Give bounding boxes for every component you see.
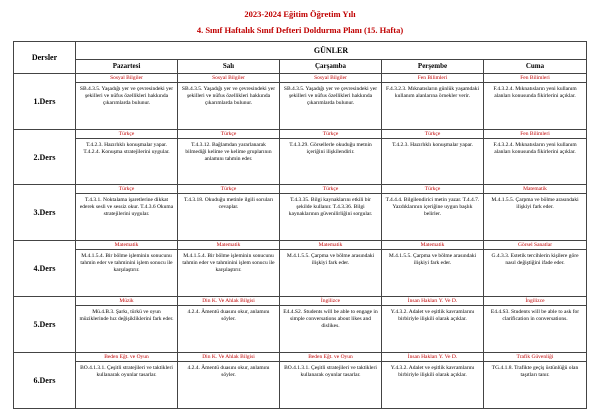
table-row: [14, 297, 587, 353]
learning-outcome: T.4.4.4. Bilgilendirici metin yazar. T.4.4.7. Yazdıklarının içeriğine uygun başlık belirler.: [385, 197, 480, 218]
subject-name: İnsan Hakları Y. Ve D.: [382, 297, 483, 306]
subject-name: Türkçe: [76, 130, 177, 139]
plan-cell-thursday: [382, 73, 484, 129]
learning-outcome: TG.4.1.8. Trafikte geçiş üstünlüğü olan taşıtları tanır.: [491, 365, 579, 379]
subject-name: İngilizce: [484, 297, 586, 306]
subject-name: Din K. Ve Ahlak Bilgisi: [178, 297, 279, 306]
plan-cell-wednesday: [280, 129, 382, 185]
learning-outcome: BO.4.1.3.1. Çeşitli stratejileri ve taktikleri kullanarak oyunlar tasarlar.: [284, 365, 377, 379]
subject-name: Din K. Ve Ahlak Bilgisi: [178, 353, 279, 362]
subject-name: İngilizce: [280, 297, 381, 306]
plan-cell-tuesday: [178, 129, 280, 185]
lesson-number: 2.Ders: [14, 129, 76, 185]
learning-outcome: BO.4.1.3.1. Çeşitli stratejileri ve taktikleri kullanarak oyunlar tasarlar.: [80, 365, 173, 379]
learning-outcome: T.4.3.18. Okuduğu metinle ilgili soruları cevaplar.: [183, 197, 274, 211]
table-row: [14, 73, 587, 129]
plan-cell-friday: [484, 185, 587, 241]
learning-outcome: M.4.1.5.5. Çarpma ve bölme arasındaki ilişkiyi fark eder.: [286, 253, 375, 267]
subject-name: Müzik: [76, 297, 177, 306]
learning-outcome: M.4.1.5.4. Bir bölme işleminin sonucunu tahmin eder ve tahminini işlem sonucu ile karşılaştırır.: [80, 253, 173, 274]
plan-cell-monday: [76, 185, 178, 241]
learning-outcome: E4.4.S3. Students will be able to ask for clarification in conversations.: [490, 309, 580, 323]
learning-outcome: SB.4.3.5. Yaşadığı yer ve çevresindeki yer şekilleri ve nüfus özellikleri hakkında çıkarımlarda bulunur.: [283, 85, 378, 106]
subject-name: Beden Eğt. ve Oyun: [280, 353, 381, 362]
lesson-number: 5.Ders: [14, 297, 76, 353]
learning-outcome: F.4.3.2.3. Mıknatısların günlük yaşamdaki kullanım alanlarına örnekler verir.: [385, 85, 480, 99]
plan-cell-wednesday: [280, 297, 382, 353]
learning-outcome: T.4.2.3. Hazırlıklı konuşmalar yapar. T.4.2.4. Konuşma stratejilerini uygular.: [83, 141, 170, 155]
learning-outcome: F.4.3.2.4. Mıknatısların yeni kullanım alanları konusunda fikirlerini açıklar.: [493, 85, 577, 99]
learning-outcome: Mü.4.B.3. Şarkı, türkü ve oyun müziklerinde hız değişikliklerini fark eder.: [79, 309, 174, 323]
days-header: GÜNLER: [76, 42, 587, 60]
plan-cell-tuesday: [178, 185, 280, 241]
learning-outcome: 4.2.4. Âmentü duasını okur, anlamını söyler.: [187, 365, 270, 379]
day-friday: Cuma: [484, 59, 587, 73]
plan-cell-monday: [76, 241, 178, 297]
subject-name: Fen Bilimleri: [484, 130, 586, 139]
subject-name: Fen Bilimleri: [484, 74, 586, 83]
plan-cell-friday: [484, 297, 587, 353]
learning-outcome: Y.4.3.2. Adalet ve eşitlik kavramlarını birbiriyle ilişkili olarak açıklar.: [390, 309, 475, 323]
table-row: [14, 185, 587, 241]
day-thursday: Perşembe: [382, 59, 484, 73]
learning-outcome: M.4.1.5.4. Bir bölme işleminin sonucunu tahmin eder ve tahminini işlem sonucu ile karşılaştırır.: [182, 253, 275, 274]
subject-name: İnsan Hakları Y. Ve D.: [382, 353, 483, 362]
weekly-plan-table: [13, 41, 587, 409]
learning-outcome: T.4.3.29. Görsellerle okuduğu metnin içeriğini ilişkilendirir.: [289, 141, 372, 155]
subject-name: Sosyal Bilgiler: [178, 74, 279, 83]
plan-cell-thursday: [382, 353, 484, 409]
learning-outcome: G.4.3.3. Estetik tercihlerin kişilere göre nasıl değiştiğini ifade eder.: [491, 253, 579, 267]
plan-cell-tuesday: [178, 297, 280, 353]
plan-cell-wednesday: [280, 73, 382, 129]
plan-cell-tuesday: [178, 241, 280, 297]
subject-name: Türkçe: [382, 185, 483, 194]
day-monday: Pazartesi: [76, 59, 178, 73]
subject-name: Türkçe: [280, 130, 381, 139]
subject-name: Türkçe: [76, 185, 177, 194]
learning-outcome: F.4.3.2.4. Mıknatısların yeni kullanım alanları konusunda fikirlerini açıklar.: [493, 141, 577, 155]
document-title-plan: 4. Sınıf Haftalık Sınıf Defteri Doldurma Planı (15. Hafta): [196, 25, 404, 35]
plan-cell-monday: [76, 353, 178, 409]
plan-cell-friday: [484, 353, 587, 409]
learning-outcome: 4.2.4. Âmentü duasını okur, anlamını söyler.: [187, 309, 270, 323]
subject-name: Beden Eğt. ve Oyun: [76, 353, 177, 362]
plan-cell-wednesday: [280, 353, 382, 409]
subject-name: Trafik Güvenliği: [484, 353, 586, 362]
table-row: [14, 129, 587, 185]
subject-name: Sosyal Bilgiler: [76, 74, 177, 83]
lesson-number: 3.Ders: [14, 185, 76, 241]
subject-name: Türkçe: [178, 185, 279, 194]
subject-name: Türkçe: [382, 130, 483, 139]
learning-outcome: SB.4.3.5. Yaşadığı yer ve çevresindeki yer şekilleri ve nüfus özellikleri hakkında çıkarımlarda bulunur.: [181, 85, 276, 106]
table-row: [14, 353, 587, 409]
learning-outcome: T.4.3.12. Bağlamdan yararlanarak bilmediği kelime ve kelime gruplarının anlamını tahmin eder.: [185, 141, 272, 162]
subject-name: Matematik: [484, 185, 586, 194]
lessons-header: Dersler: [14, 42, 76, 74]
day-wednesday: Çarşamba: [280, 59, 382, 73]
learning-outcome: SB.4.3.5. Yaşadığı yer ve çevresindeki yer şekilleri ve nüfus özellikleri hakkında çıkarımlarda bulunur.: [79, 85, 174, 106]
plan-cell-thursday: [382, 241, 484, 297]
learning-outcome: Y.4.3.2. Adalet ve eşitlik kavramlarını birbiriyle ilişkili olarak açıklar.: [390, 365, 475, 379]
plan-cell-thursday: [382, 185, 484, 241]
subject-name: Görsel Sanatlar: [484, 241, 586, 250]
document-title-year: 2023-2024 Eğitim Öğretim Yılı: [244, 9, 356, 19]
subject-name: Matematik: [280, 241, 381, 250]
plan-cell-friday: [484, 129, 587, 185]
day-tuesday: Salı: [178, 59, 280, 73]
learning-outcome: M.4.1.5.5. Çarpma ve bölme arasındaki ilişkiyi fark eder.: [388, 253, 477, 267]
plan-cell-monday: [76, 129, 178, 185]
plan-cell-friday: [484, 73, 587, 129]
lesson-number: 4.Ders: [14, 241, 76, 297]
subject-name: Türkçe: [280, 185, 381, 194]
plan-cell-friday: [484, 241, 587, 297]
plan-cell-wednesday: [280, 185, 382, 241]
learning-outcome: T.4.3.35. Bilgi kaynaklarını etkili bir şekilde kullanır. T.4.3.36. Bilgi kaynaklarının güvenilirliğini sorgular.: [288, 197, 373, 218]
plan-cell-monday: [76, 73, 178, 129]
day-names-row: [14, 59, 587, 73]
plan-cell-thursday: [382, 297, 484, 353]
subject-name: Fen Bilimleri: [382, 74, 483, 83]
plan-cell-wednesday: [280, 241, 382, 297]
table-row: [14, 241, 587, 297]
learning-outcome: M.4.1.5.5. Çarpma ve bölme arasındaki ilişkiyi fark eder.: [491, 197, 579, 211]
lesson-number: 1.Ders: [14, 73, 76, 129]
learning-outcome: T.4.2.3. Hazırlıklı konuşmalar yapar.: [392, 141, 473, 148]
subject-name: Sosyal Bilgiler: [280, 74, 381, 83]
plan-cell-tuesday: [178, 353, 280, 409]
plan-cell-thursday: [382, 129, 484, 185]
plan-cell-monday: [76, 297, 178, 353]
lesson-number: 6.Ders: [14, 353, 76, 409]
subject-name: Matematik: [382, 241, 483, 250]
subject-name: Matematik: [76, 241, 177, 250]
learning-outcome: T.4.3.1. Noktalama işaretlerine dikkat ederek sesli ve sessiz okur. T.4.3.6 Okuma stratejilerini uygular.: [79, 197, 174, 218]
learning-outcome: E4.4.S2. Students will be able to engage in simple conversations about likes and dislikes.: [283, 309, 378, 330]
subject-name: Türkçe: [178, 130, 279, 139]
plan-cell-tuesday: [178, 73, 280, 129]
subject-name: Matematik: [178, 241, 279, 250]
